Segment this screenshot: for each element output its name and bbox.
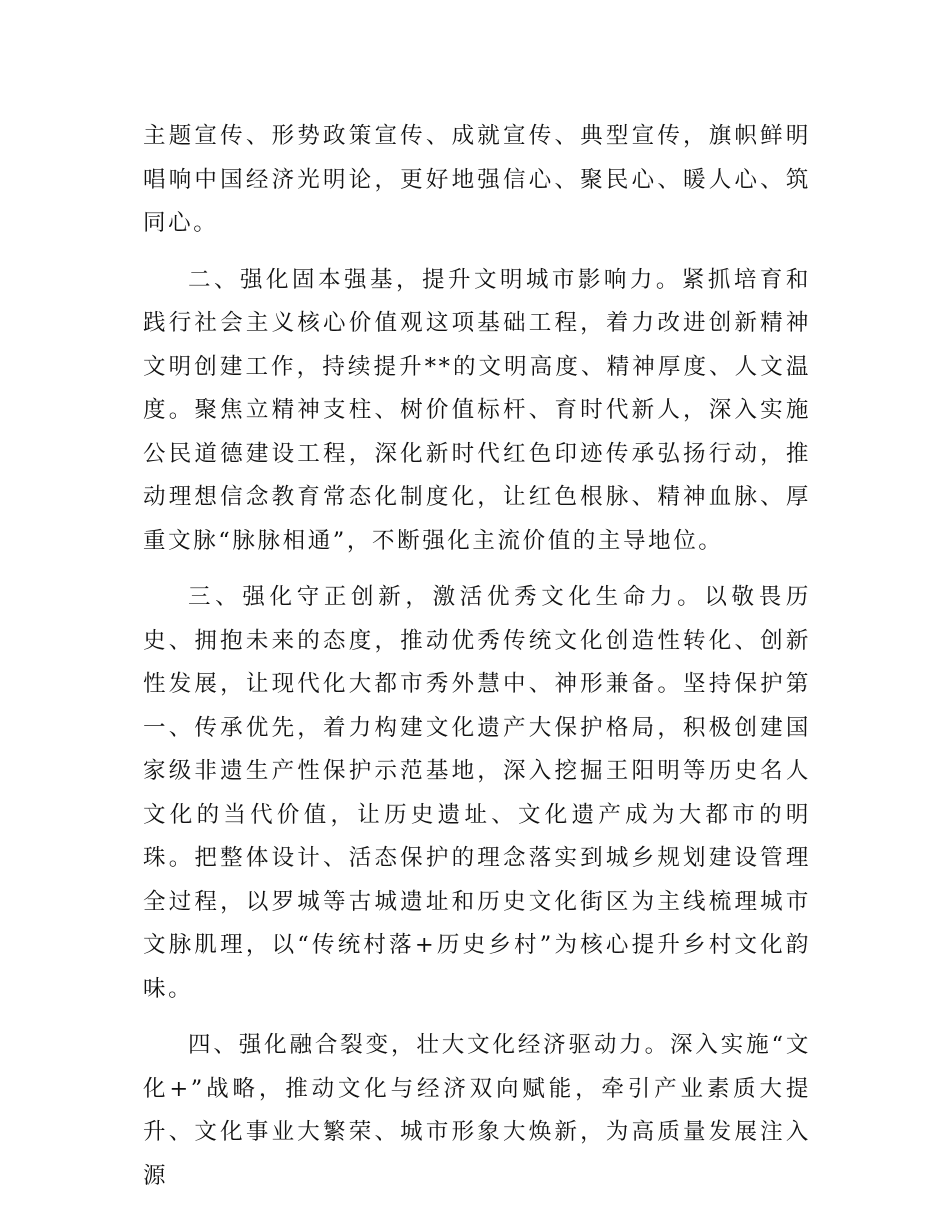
paragraph-section-2: 二、强化固本强基，提升文明城市影响力。紧抓培育和践行社会主义核心价值观这项基础工程，着力改进创新精神文明创建工作，持续提升**的文明高度、精神厚度、人文温度。聚焦立精神支柱、树价值标杆、育时代新人，深入实施公民道德建设工程，深化新时代红色印迹传承弘扬行动，推动理想信念教育常态化制度化，让红色根脉、精神血脉、厚重文脉“脉脉相通”，不断强化主流价值的主导地位。 <box>143 266 811 554</box>
paragraph-section-3: 三、强化守正创新，激活优秀文化生命力。以敬畏历史、拥抱未来的态度，推动优秀传统文化创造性转化、创新性发展，让现代化大都市秀外慧中、神形兼备。坚持保护第一、传承优先，着力构建文化遗产大保护格局，积极创建国家级非遗生产性保护示范基地，深入挖掘王阳明等历史名人文化的当代价值，让历史遗址、文化遗产成为大都市的明珠。把整体设计、活态保护的理念落实到城乡规划建设管理全过程，以罗城等古城遗址和历史文化街区为主线梳理城市文脉肌理，以“传统村落+历史乡村”为核心提升乡村文化韵味。 <box>143 584 811 1002</box>
document-body <box>143 115 811 1198</box>
paragraph-continued: 主题宣传、形势政策宣传、成就宣传、典型宣传，旗帜鲜明唱响中国经济光明论，更好地强信心、聚民心、暖人心、筑同心。 <box>143 123 811 236</box>
paragraph-section-4: 四、强化融合裂变，壮大文化经济驱动力。深入实施“文化+”战略，推动文化与经济双向赋能，牵引产业素质大提升、文化事业大繁荣、城市形象大焕新，为高质量发展注入源 <box>143 1032 811 1189</box>
